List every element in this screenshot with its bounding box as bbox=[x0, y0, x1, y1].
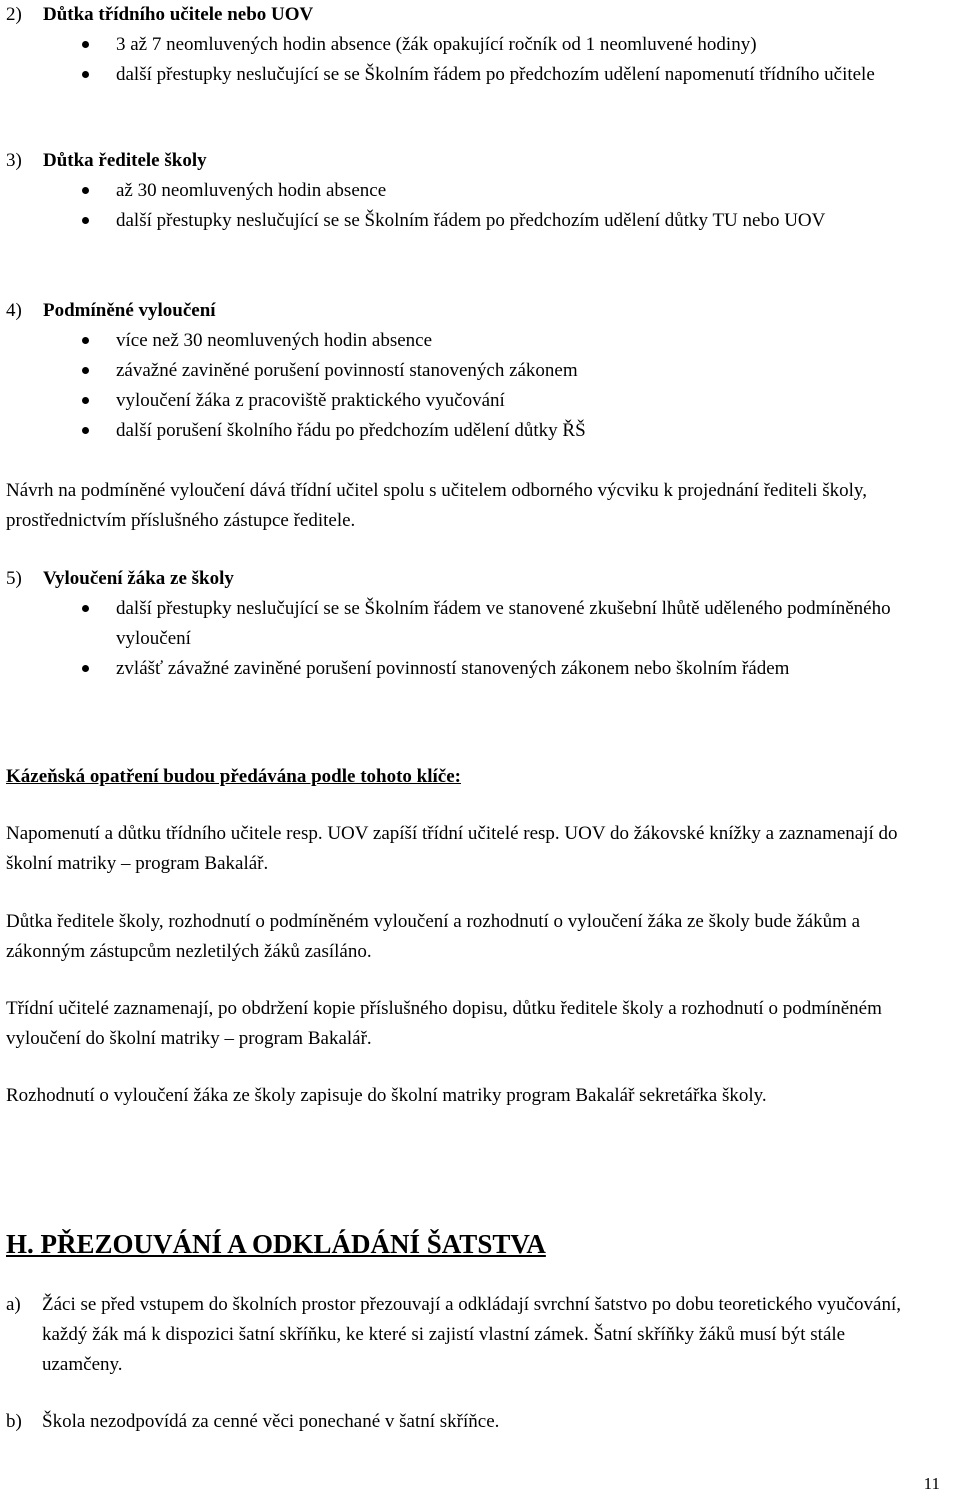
list-item: další přestupky neslučující se se Školním řádem ve stanovené zkušební lhůtě uděleného podmíněného vyloučení bbox=[0, 594, 930, 654]
section-title: Důtka ředitele školy bbox=[43, 150, 207, 171]
section-h-item bbox=[6, 1290, 926, 1380]
key-paragraph: Napomenutí a důtku třídního učitele resp. UOV zapíší třídní učitelé resp. UOV do žákovské knížky a zaznamenají do školní matriky – program Bakalář. bbox=[6, 823, 898, 874]
page-number: 11 bbox=[923, 1474, 940, 1493]
section-title: Důtka třídního učitele nebo UOV bbox=[43, 4, 314, 25]
section-number: 2) bbox=[6, 4, 22, 25]
section-3-list bbox=[0, 176, 930, 236]
section-4-heading bbox=[6, 296, 216, 326]
key-paragraph: Důtka ředitele školy, rozhodnutí o podmíněném vyloučení a rozhodnutí o vyloučení žáka ze školy bude žákům a zákonným zástupcům nezletilých žáků zasíláno. bbox=[6, 911, 861, 962]
section-3-heading bbox=[6, 146, 207, 176]
section-h-item bbox=[6, 1407, 926, 1437]
section-number: 5) bbox=[6, 568, 22, 589]
list-item: závažné zaviněné porušení povinností stanovených zákonem bbox=[0, 356, 930, 386]
item-text: Škola nezodpovídá za cenné věci ponechané v šatní skříňce. bbox=[42, 1411, 500, 1432]
section-5-heading bbox=[6, 564, 234, 594]
key-paragraph: Třídní učitelé zaznamenají, po obdržení kopie příslušného dopisu, důtku ředitele školy a rozhodnutí o podmíněném vyloučení do školní matriky – program Bakalář. bbox=[6, 998, 882, 1049]
list-item: 3 až 7 neomluvených hodin absence (žák opakující ročník od 1 neomluvené hodiny) bbox=[0, 30, 930, 60]
section-5-list bbox=[0, 594, 930, 684]
section-title: Podmíněné vyloučení bbox=[43, 300, 216, 321]
section-title: Vyloučení žáka ze školy bbox=[43, 568, 234, 589]
list-item: vyloučení žáka z pracoviště praktického vyučování bbox=[0, 386, 930, 416]
section-4-list bbox=[0, 326, 930, 446]
section-number: 4) bbox=[6, 300, 22, 321]
section-h-heading: H. PŘEZOUVÁNÍ A ODKLÁDÁNÍ ŠATSTVA bbox=[6, 1229, 546, 1259]
section-2-heading bbox=[6, 0, 313, 30]
section-4-note: Návrh na podmíněné vyloučení dává třídní učitel spolu s učitelem odborného výcviku k projednání řediteli školy, prostřednictvím příslušného zástupce ředitele. bbox=[6, 480, 867, 531]
list-item: další přestupky neslučující se se Školním řádem po předchozím udělení napomenutí třídního učitele bbox=[0, 60, 930, 90]
list-item: další přestupky neslučující se se Školním řádem po předchozím udělení důtky TU nebo UOV bbox=[0, 206, 930, 236]
list-item: zvlášť závažné zaviněné porušení povinností stanovených zákonem nebo školním řádem bbox=[0, 654, 930, 684]
list-item: až 30 neomluvených hodin absence bbox=[0, 176, 930, 206]
key-paragraph: Rozhodnutí o vyloučení žáka ze školy zapisuje do školní matriky program Bakalář sekretářka školy. bbox=[6, 1085, 767, 1106]
section-2-list bbox=[0, 30, 930, 90]
list-item: více než 30 neomluvených hodin absence bbox=[0, 326, 930, 356]
item-label: a) bbox=[6, 1294, 21, 1315]
section-number: 3) bbox=[6, 150, 22, 171]
item-text: Žáci se před vstupem do školních prostor přezouvají a odkládají svrchní šatstvo po dobu teoretického vyučování, každý žák má k dispozici šatní skříňku, ke které si zajistí vlastní zámek. Šatní skříňky žáků musí být stále uzamčeny. bbox=[42, 1294, 902, 1375]
list-item: další porušení školního řádu po předchozím udělení důtky ŘŠ bbox=[0, 416, 930, 446]
key-heading: Kázeňská opatření budou předávána podle tohoto klíče: bbox=[6, 766, 461, 787]
item-label: b) bbox=[6, 1411, 22, 1432]
